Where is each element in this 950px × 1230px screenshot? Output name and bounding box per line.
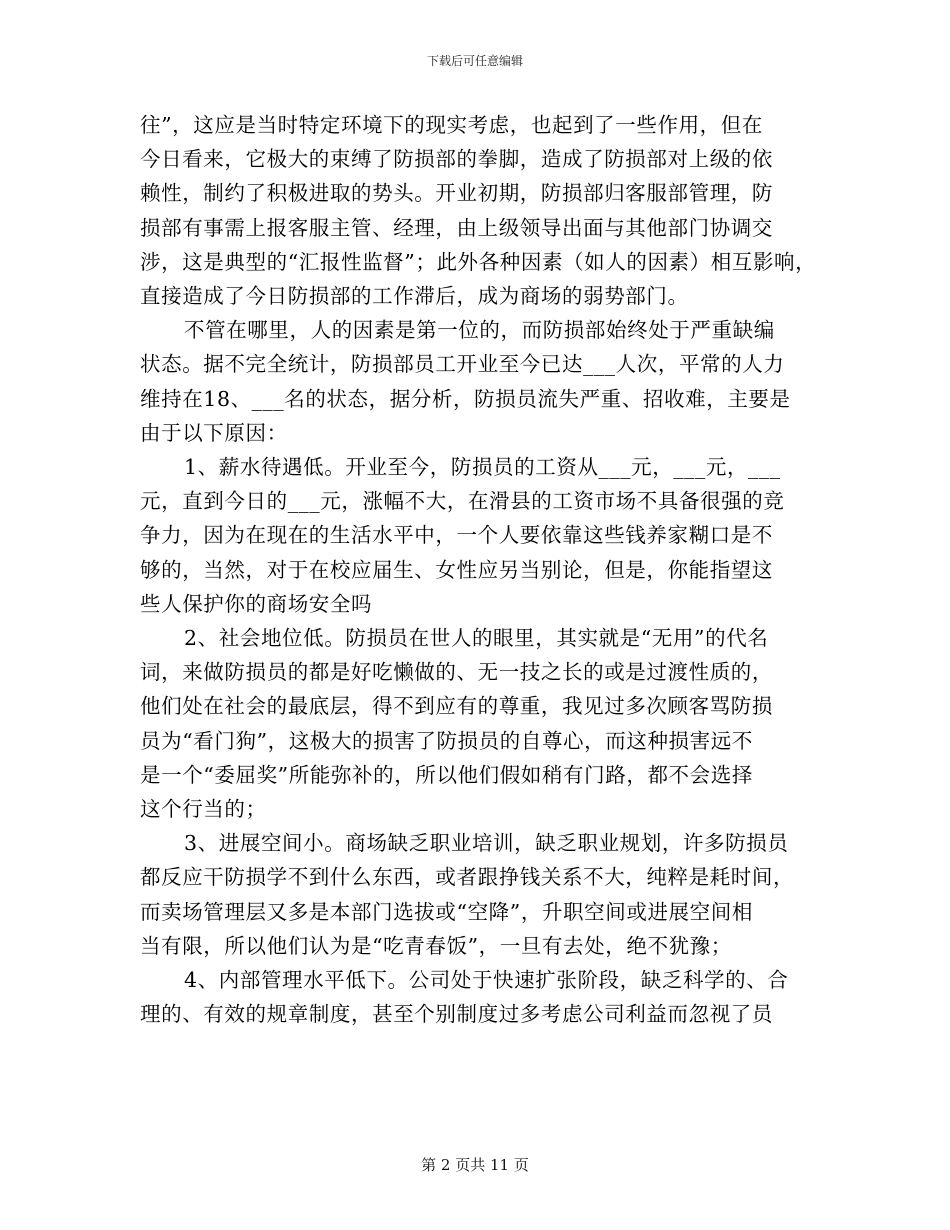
text-line: 争力，因为在现在的生活水平中，一个人要依靠这些钱养家糊口是不 xyxy=(140,523,773,548)
text-line: 当有限，所以他们认为是“吃青春饭”，一旦有去处，绝不犹豫； xyxy=(140,933,732,958)
text-line: 些人保护你的商场安全吗 xyxy=(140,591,373,616)
text-line: 而卖场管理层又多是本部门选拔或“空降”，升职空间或进展空间相 xyxy=(140,899,753,924)
text-line: 状态。据不完全统计，防损部员工开业至今已达___人次，平常的人力 xyxy=(140,352,785,377)
text-line: 往”，这应是当时特定环境下的现实考虑，也起到了一些作用，但在 xyxy=(140,113,763,137)
text-line: 够的，当然，对于在校应届生、女性应另当别论，但是，你能指望这 xyxy=(140,557,773,582)
text-line: 员为“看门狗”，这极大的损害了防损员的自尊心，而这种损害远不 xyxy=(140,728,753,753)
text-line: 词，来做防损员的都是好吃懒做的、无一技之长的或是过渡性质的， xyxy=(140,660,773,685)
text-line: 是一个“委屈奖”所能弥补的，所以他们假如稍有门路，都不会选择 xyxy=(140,762,753,787)
text-line: 不管在哪里，人的因素是第一位的，而防损部始终处于严重缺编 xyxy=(184,318,775,343)
text-line: 维持在18、___名的状态，据分析，防损员流失严重、招收难，主要是 xyxy=(140,386,791,411)
paragraph-5 xyxy=(140,826,810,963)
paragraph-2 xyxy=(140,313,810,450)
text-line: 直接造成了今日防损部的工作滞后，成为商场的弱势部门。 xyxy=(140,284,689,309)
text-line: 都反应干防损学不到什么东西，或者跟挣钱关系不大，纯粹是耗时间， xyxy=(140,865,795,890)
paragraph-3 xyxy=(140,450,810,621)
text-line: 今日看来，它极大的束缚了防损部的拳脚，造成了防损部对上级的依 xyxy=(140,147,773,172)
page-number: 第 2 页共 11 页 xyxy=(421,1156,529,1174)
text-line: 2、社会地位低。防损员在世人的眼里，其实就是“无用”的代名 xyxy=(184,626,769,651)
text-line: 理的、有效的规章制度，甚至个别制度过多考虑公司利益而忽视了员 xyxy=(140,1002,773,1027)
text-line: 元，直到今日的___元，涨幅不大，在滑县的工资市场不具备很强的竞 xyxy=(140,489,785,514)
page-header: 下载后可任意编辑 xyxy=(426,54,523,68)
text-line: 涉，这是典型的“汇报性监督”；此外各种因素（如人的因素）相互影响， xyxy=(140,249,817,274)
paragraph-1 xyxy=(140,108,817,313)
text-line: 3、进展空间小。商场缺乏职业培训，缺乏职业规划，许多防损员 xyxy=(184,831,789,856)
text-line: 赖性，制约了积极进取的势头。开业初期，防损部归客服部管理，防 xyxy=(140,181,773,206)
text-line: 1、薪水待遇低。开业至今，防损员的工资从___元，___元，___ xyxy=(184,455,781,480)
document-body xyxy=(140,108,817,1031)
paragraph-6 xyxy=(140,963,810,1031)
text-line: 这个行当的； xyxy=(140,797,267,822)
text-line: 4、内部管理水平低下。公司处于快速扩张阶段，缺乏科学的、合 xyxy=(184,968,789,993)
paragraph-4 xyxy=(140,621,810,826)
text-line: 由于以下原因： xyxy=(140,420,288,445)
text-line: 损部有事需上报客服主管、经理，由上级领导出面与其他部门协调交 xyxy=(140,215,773,240)
text-line: 他们处在社会的最底层，得不到应有的尊重，我见过多次顾客骂防损 xyxy=(140,694,773,719)
